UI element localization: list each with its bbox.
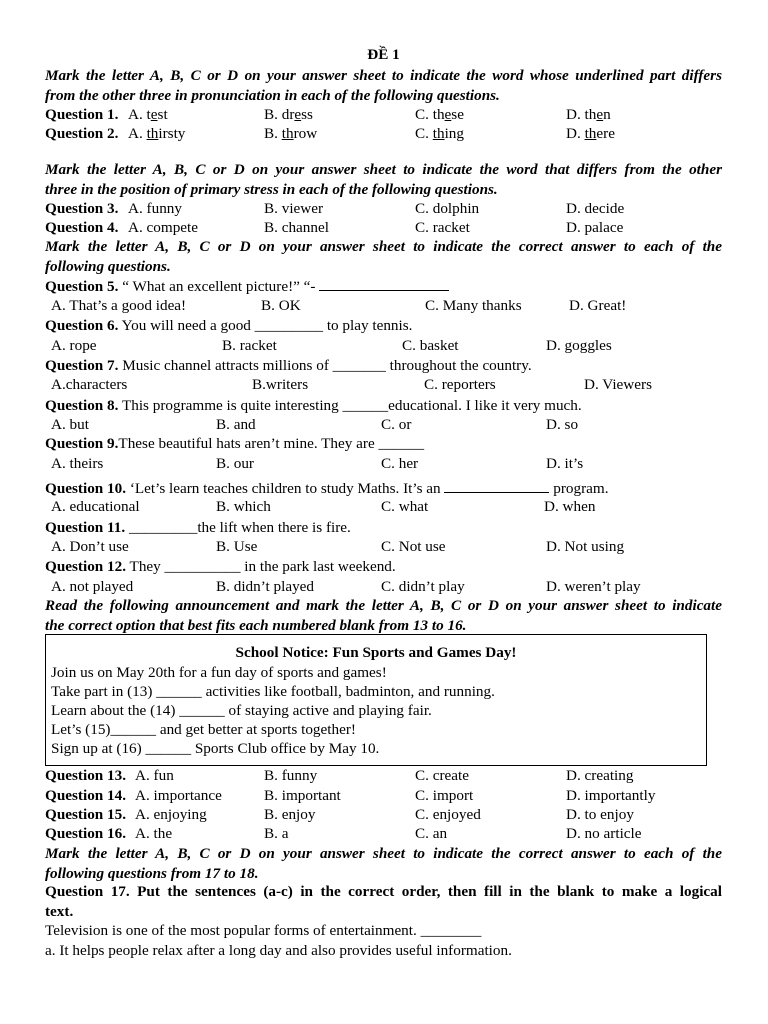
option-c[interactable]: C. an <box>415 825 448 842</box>
option-d[interactable]: D. when <box>544 498 596 515</box>
option-a[interactable]: A. enjoying <box>135 806 207 823</box>
question-row-16: Question 16. A. the B. a C. an D. no article <box>45 825 642 842</box>
option-d[interactable]: D. so <box>546 416 579 433</box>
notice-line: Learn about the (14) ______ of staying active and playing fair. <box>51 702 432 719</box>
option-b[interactable]: B. Use <box>216 538 258 555</box>
option-b[interactable]: B. which <box>216 498 271 515</box>
option-c[interactable]: C. or <box>381 416 412 433</box>
notice-line: Take part in (13) ______ activities like football, badminton, and running. <box>51 683 495 700</box>
option-b[interactable]: B. our <box>216 455 254 472</box>
option-b[interactable]: B. enjoy <box>264 806 316 823</box>
option-d[interactable]: D. Great! <box>569 297 627 314</box>
question-10-options <box>45 497 722 516</box>
option-b[interactable]: B. and <box>216 416 256 433</box>
option-a[interactable]: A. compete <box>128 219 199 236</box>
option-b[interactable]: B. channel <box>264 219 329 236</box>
notice-title: School Notice: Fun Sports and Games Day! <box>235 644 517 661</box>
option-c[interactable]: C. racket <box>415 219 470 236</box>
answer-blank[interactable] <box>319 276 449 291</box>
section5-instruction: Mark the letter A, B, C or D on your answer sheet to indicate the correct answer to each of the following questions from 17 to 18. <box>45 845 722 882</box>
option-d[interactable]: D. it’s <box>546 455 584 472</box>
option-d[interactable]: D. Viewers <box>584 376 652 393</box>
option-b[interactable]: B. didn’t played <box>216 578 315 595</box>
option-d[interactable]: D. importantly <box>566 787 656 804</box>
question-row-14: Question 14. A. importance B. important C. import D. importantly <box>45 787 656 804</box>
option-a[interactable]: A. rope <box>51 337 97 354</box>
option-d[interactable]: D. goggles <box>546 337 612 354</box>
option-a[interactable]: A. That’s a good idea! <box>51 297 187 314</box>
question-17-sentence-a: a. It helps people relax after a long day and also provides useful information. <box>45 942 512 959</box>
question-9-stem: Question 9.These beautiful hats aren’t mine. They are ______ <box>45 435 425 452</box>
option-b[interactable]: B. OK <box>261 297 301 314</box>
option-b[interactable]: B.writers <box>252 376 309 393</box>
question-9-options <box>45 454 722 473</box>
option-b[interactable]: B. throw <box>264 125 318 142</box>
section3-instruction: Mark the letter A, B, C or D on your answer sheet to indicate the correct answer to each of the following questions. <box>45 238 722 275</box>
section2-instruction: Mark the letter A, B, C or D on your answer sheet to indicate the word that differs from the other three in the position of primary stress in each of the following questions. <box>45 161 722 198</box>
option-a[interactable]: A. educational <box>51 498 140 515</box>
option-c[interactable]: C. reporters <box>424 376 496 393</box>
question-12-stem: Question 12. They __________ in the park last weekend. <box>45 558 396 575</box>
question-12-options <box>45 577 722 596</box>
option-a[interactable]: A. not played <box>51 578 134 595</box>
option-b[interactable]: B. dress <box>264 106 313 123</box>
question-17-prompt: Question 17. Put the sentences (a-c) in the correct order, then fill in the blank to make a logical text. <box>45 883 722 920</box>
option-d[interactable]: D. creating <box>566 767 634 784</box>
option-a[interactable]: A. thirsty <box>128 125 186 142</box>
option-d[interactable]: D. there <box>566 125 615 142</box>
option-d[interactable]: D. palace <box>566 219 624 236</box>
question-11-options <box>45 537 722 556</box>
question-row-13: Question 13. A. fun B. funny C. create D. creating <box>45 767 634 784</box>
option-b[interactable]: B. funny <box>264 767 318 784</box>
option-a[interactable]: A. Don’t use <box>51 538 129 555</box>
option-c[interactable]: C. enjoyed <box>415 806 481 823</box>
option-a[interactable]: A. test <box>128 106 168 123</box>
section1-instruction: Mark the letter A, B, C or D on your answer sheet to indicate the word whose underlined part differs from the other three in pronunciation in each of the following questions. <box>45 67 722 104</box>
question-row-4: Question 4. A. compete B. channel C. racket D. palace <box>45 219 624 236</box>
option-a[interactable]: A. the <box>135 825 173 842</box>
option-c[interactable]: C. basket <box>402 337 459 354</box>
option-b[interactable]: B. important <box>264 787 341 804</box>
option-c[interactable]: C. Not use <box>381 538 446 555</box>
option-c[interactable]: C. Many thanks <box>425 297 522 314</box>
question-6-options <box>45 336 722 355</box>
question-11-stem: Question 11. _________the lift when there is fire. <box>45 519 351 536</box>
option-c[interactable]: C. her <box>381 455 419 472</box>
school-notice-box <box>45 634 707 766</box>
option-b[interactable]: B. viewer <box>264 200 324 217</box>
option-b[interactable]: B. racket <box>222 337 277 354</box>
section4-instruction: Read the following announcement and mark the letter A, B, C or D on your answer sheet to indicate the correct option that best fits each numbered blank from 13 to 16. <box>45 597 722 634</box>
option-a[interactable]: A. theirs <box>51 455 104 472</box>
question-5-stem: Question 5. “ What an excellent picture!” “- <box>45 276 449 296</box>
notice-line: Let’s (15)______ and get better at sports together! <box>51 721 356 738</box>
page-title: ĐỀ 1 <box>367 46 400 63</box>
question-row-3: Question 3. A. funny B. viewer C. dolphin D. decide <box>45 200 625 217</box>
question-10-stem: Question 10. ‘Let’s learn teaches children to study Maths. It’s an program. <box>45 480 609 497</box>
question-6-stem: Question 6. You will need a good _________ to play tennis. <box>45 317 413 334</box>
question-row-15: Question 15. A. enjoying B. enjoy C. enjoyed D. to enjoy <box>45 806 634 823</box>
question-row-1: Question 1. A. test B. dress C. these D. then <box>45 106 611 123</box>
option-c[interactable]: C. import <box>415 787 474 804</box>
question-17-text: Television is one of the most popular forms of entertainment. ________ <box>45 922 482 939</box>
question-7-stem: Question 7. Music channel attracts millions of _______ throughout the country. <box>45 357 532 374</box>
option-a[interactable]: A.characters <box>51 376 128 393</box>
option-a[interactable]: A. funny <box>128 200 182 217</box>
answer-blank[interactable] <box>444 478 549 493</box>
option-c[interactable]: C. these <box>415 106 464 123</box>
option-c[interactable]: C. didn’t play <box>381 578 465 595</box>
option-d[interactable]: D. Not using <box>546 538 625 555</box>
option-b[interactable]: B. a <box>264 825 289 842</box>
option-c[interactable]: C. create <box>415 767 469 784</box>
question-5-options <box>45 296 722 315</box>
option-d[interactable]: D. decide <box>566 200 625 217</box>
option-a[interactable]: A. fun <box>135 767 174 784</box>
question-row-2: Question 2. A. thirsty B. throw C. thing D. there <box>45 125 615 142</box>
option-a[interactable]: A. but <box>51 416 89 433</box>
question-8-options <box>45 415 722 434</box>
option-c[interactable]: C. what <box>381 498 429 515</box>
option-c[interactable]: C. thing <box>415 125 464 142</box>
notice-line: Join us on May 20th for a fun day of sports and games! <box>51 664 387 681</box>
option-d[interactable]: D. then <box>566 106 611 123</box>
option-c[interactable]: C. dolphin <box>415 200 480 217</box>
option-d[interactable]: D. no article <box>566 825 642 842</box>
option-d[interactable]: D. weren’t play <box>546 578 641 595</box>
option-d[interactable]: D. to enjoy <box>566 806 634 823</box>
notice-line: Sign up at (16) ______ Sports Club office by May 10. <box>51 740 380 757</box>
question-7-options <box>45 375 722 394</box>
question-8-stem: Question 8. This programme is quite interesting ______educational. I like it very much. <box>45 397 582 414</box>
option-a[interactable]: A. importance <box>135 787 222 804</box>
